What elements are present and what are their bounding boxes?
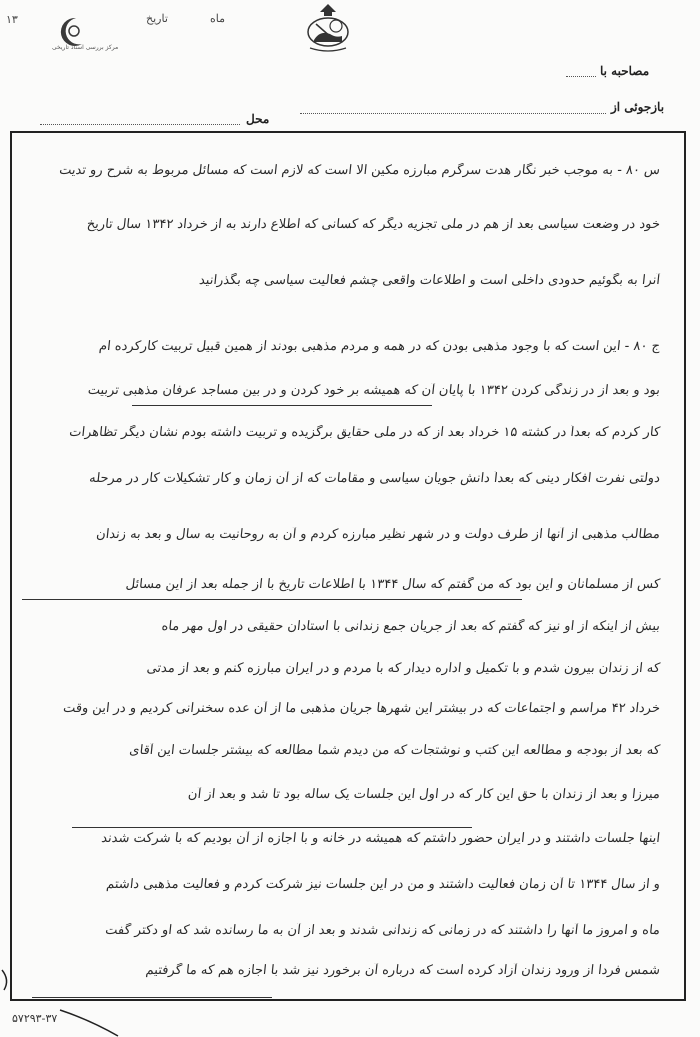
interrogator-label: بازجوئی از bbox=[611, 100, 665, 114]
handwritten-line: میرزا و بعد از زندان با حق این کار که در اول این جلسات یک ساله بود تا شد و بعد از آن bbox=[187, 787, 661, 802]
logo-text: مرکز بررسی اسناد تاریخی bbox=[52, 44, 119, 51]
place-line bbox=[40, 124, 240, 125]
lion-sun-emblem bbox=[302, 2, 354, 56]
month-label: ماه bbox=[210, 12, 226, 25]
handwritten-line: ج ۸۰ - این است که با وجود مذهبی بودن که در همه و مردم مذهبی بودند از همین قبیل تربیت کارکرده ام bbox=[98, 339, 661, 354]
interrogator-line bbox=[300, 113, 606, 114]
handwritten-line: کس از مسلمانان و این بود که من گفتم که سال ۱۳۴۴ با اطلاعات تاریخ با از جمله بعد از این مسائل bbox=[124, 577, 661, 592]
handwritten-line: بود و بعد از در زندگی کردن ۱۳۴۲ با پایان آن که همیشه بر خود کردن و در بین مساجد عرفان مذهبی تربیت bbox=[87, 383, 661, 398]
handwritten-line: س ۸۰ - به موجب خبر نگار هدت سرگرم مبارزه مکین الا است که لازم است که مسائل مربوط به شرح رو تدیت bbox=[58, 163, 661, 178]
handwritten-line: شمس فردا از ورود زندان آزاد کرده است که درباره آن برخورد نیز شد با اجازه هم که ما گرفتیم bbox=[144, 963, 661, 978]
interview-line bbox=[566, 76, 596, 77]
interview-label: مصاحبه با bbox=[600, 64, 650, 78]
underline-mark bbox=[132, 405, 432, 406]
handwritten-line: اینها جلسات داشتند و در ایران حضور داشتم که همیشه در خانه و با اجازه از آن بودیم که با شرکت شدند bbox=[100, 831, 661, 846]
handwritten-line: که از زندان بیرون شدم و با تکمیل و اداره دیدار که با مردم و در ایران مبارزه کنم و بعد از مدتی bbox=[145, 661, 661, 676]
place-label: محل bbox=[246, 112, 270, 126]
handwritten-line: ماه و امروز ما آنها را داشتند که در زمانی که زندانی شدند و بعد از آن به ما رسانده شد که او دکتر گفت bbox=[104, 923, 661, 938]
handwritten-line: خرداد ۴۲ مراسم و اجتماعات که در بیشتر این شهرها جریان مذهبی ما از آن عده سخنرانی کردیم و در این وقت bbox=[62, 701, 661, 716]
document-number: ۵۷۲۹۳-۳۷ bbox=[12, 1012, 58, 1025]
handwritten-line: کار کردم که بعداً در کشته ۱۵ خرداد بعد از که در ملی حقایق برگزیده و تربیت داشته بودم نشان دیگر تظاهرات bbox=[68, 425, 661, 440]
underline-mark bbox=[22, 599, 522, 600]
handwritten-line: دولتی نفرت افکار دینی که بعداً دانش جویان سیاسی و مقامات که از آن زمان و کار تشکیلات کار در مرحله bbox=[88, 471, 661, 486]
handwritten-line: و از سال ۱۳۴۴ تا آن زمان فعالیت داشتند و من در این جلسات نیز شرکت کردم و فعالیت مذهبی داشتم bbox=[105, 877, 661, 892]
handwritten-frame bbox=[10, 131, 686, 1001]
handwritten-line: که بعد از بودجه و مطالعه این کتب و نوشتجات که من دیدم شما مطالعه که بیشتر جلسات این آقای bbox=[128, 743, 661, 758]
handwritten-line: بیش از اینکه از او نیز که گفتم که بعد از جریان جمع زندانی با استادان حقیقی در اول مهر ماه bbox=[160, 619, 661, 634]
handwritten-line: مطالب مذهبی از آنها از طرف دولت و در شهر نظیر مبارزه کردم و آن به روحانیت به سال و بعد به زندان bbox=[95, 527, 661, 542]
handwritten-line: آنرا به بگوئیم حدودی داخلی است و اطلاعات واقعی چشم فعالیت سیاسی چه بگذرانید bbox=[198, 273, 661, 288]
handwritten-line: خود در وضعت سیاسی بعد از هم در ملی تجزیه دیگر که کسانی که اطلاع دارند به از خرداد ۱۳۴۲ سال تاریخ bbox=[86, 217, 661, 232]
date-label: تاریخ bbox=[146, 12, 168, 25]
corner-number: ۱۳ bbox=[6, 13, 18, 26]
underline-mark bbox=[72, 827, 472, 828]
